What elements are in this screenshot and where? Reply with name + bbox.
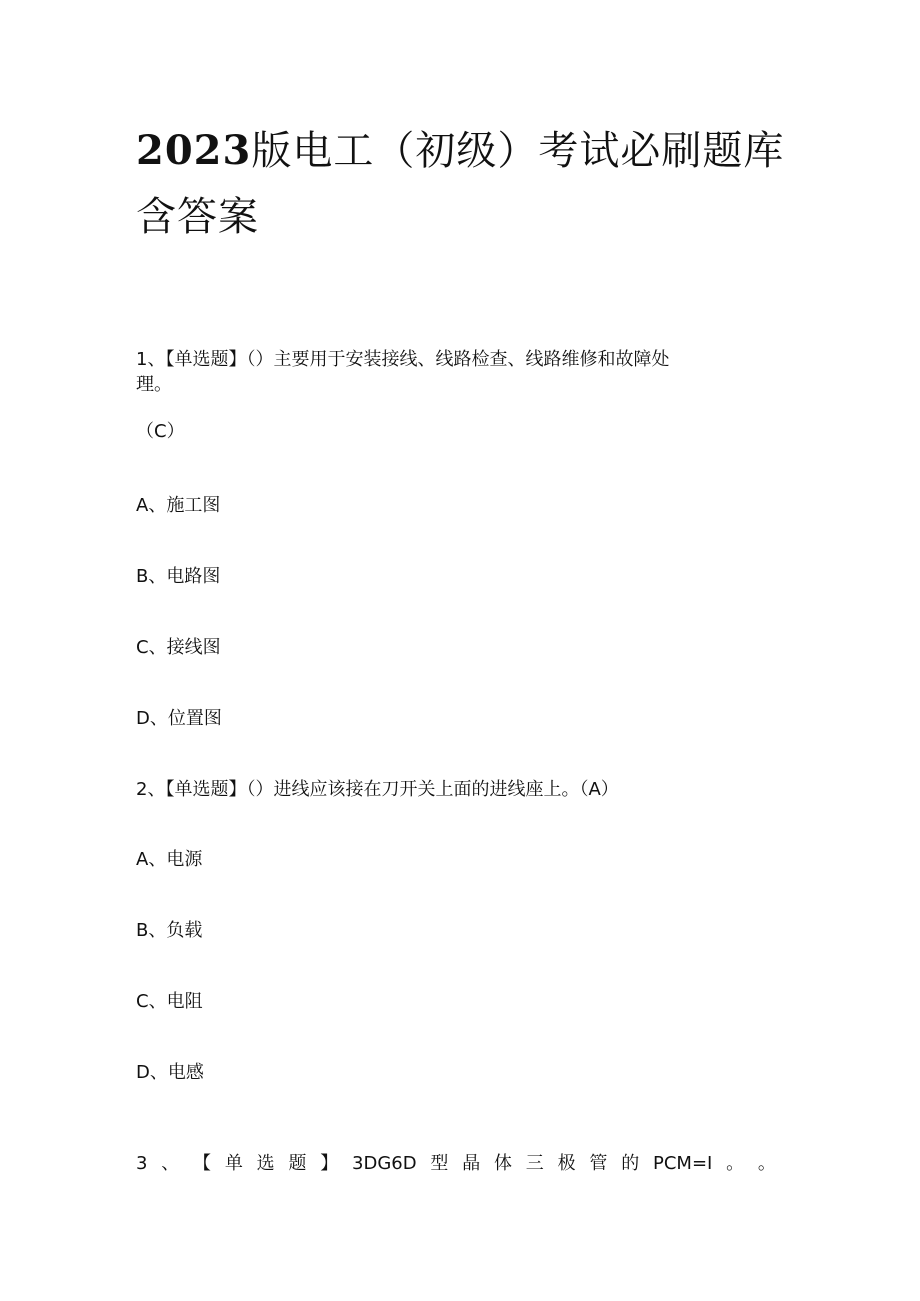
question-2-option-a: A、电源 xyxy=(136,849,203,870)
question-1-option-c: C、接线图 xyxy=(136,637,221,658)
q3-token: 型 xyxy=(430,1153,449,1174)
q3-token: 的 xyxy=(621,1153,640,1174)
q3-token: 3DG6D xyxy=(352,1153,417,1174)
question-1-stem-line-2: 理。 xyxy=(136,374,172,395)
q3-token: 三 xyxy=(525,1153,544,1174)
q3-token: 。 xyxy=(757,1153,776,1174)
question-2-option-b: B、负载 xyxy=(136,920,203,941)
q3-token: 【 xyxy=(193,1153,212,1174)
title-number: 2023 xyxy=(136,127,252,174)
question-1-option-a: A、施工图 xyxy=(136,495,221,516)
q3-token: 、 xyxy=(161,1153,180,1174)
question-2-option-d: D、电感 xyxy=(136,1062,204,1083)
question-2-option-c: C、电阻 xyxy=(136,991,203,1012)
q3-token: 选 xyxy=(256,1153,275,1174)
q3-token: PCM=I xyxy=(652,1153,713,1174)
q3-token: 体 xyxy=(494,1153,512,1174)
question-2-stem: 2、【单选题】（）进线应该接在刀开关上面的进线座上。（A） xyxy=(136,779,619,800)
q3-token: 极 xyxy=(557,1153,576,1174)
question-3-stem xyxy=(136,1152,776,1176)
q3-token: 管 xyxy=(589,1153,608,1174)
q3-token: 3 xyxy=(136,1153,148,1174)
q3-token: 】 xyxy=(320,1153,339,1174)
q3-token: 。 xyxy=(726,1153,745,1174)
document-title xyxy=(136,118,796,250)
q3-token: 单 xyxy=(224,1153,243,1174)
question-1-option-b: B、电路图 xyxy=(136,566,221,587)
q3-token: 题 xyxy=(288,1153,307,1174)
q3-token: 晶 xyxy=(462,1153,481,1174)
question-1-option-d: D、位置图 xyxy=(136,708,222,729)
title-text: 版电工（初级）考试必刷题库含答案 xyxy=(136,128,785,240)
question-1-answer: （C） xyxy=(136,421,185,442)
question-1-stem-line-1: 1、【单选题】（）主要用于安装接线、线路检查、线路维修和故障处 xyxy=(136,349,670,370)
